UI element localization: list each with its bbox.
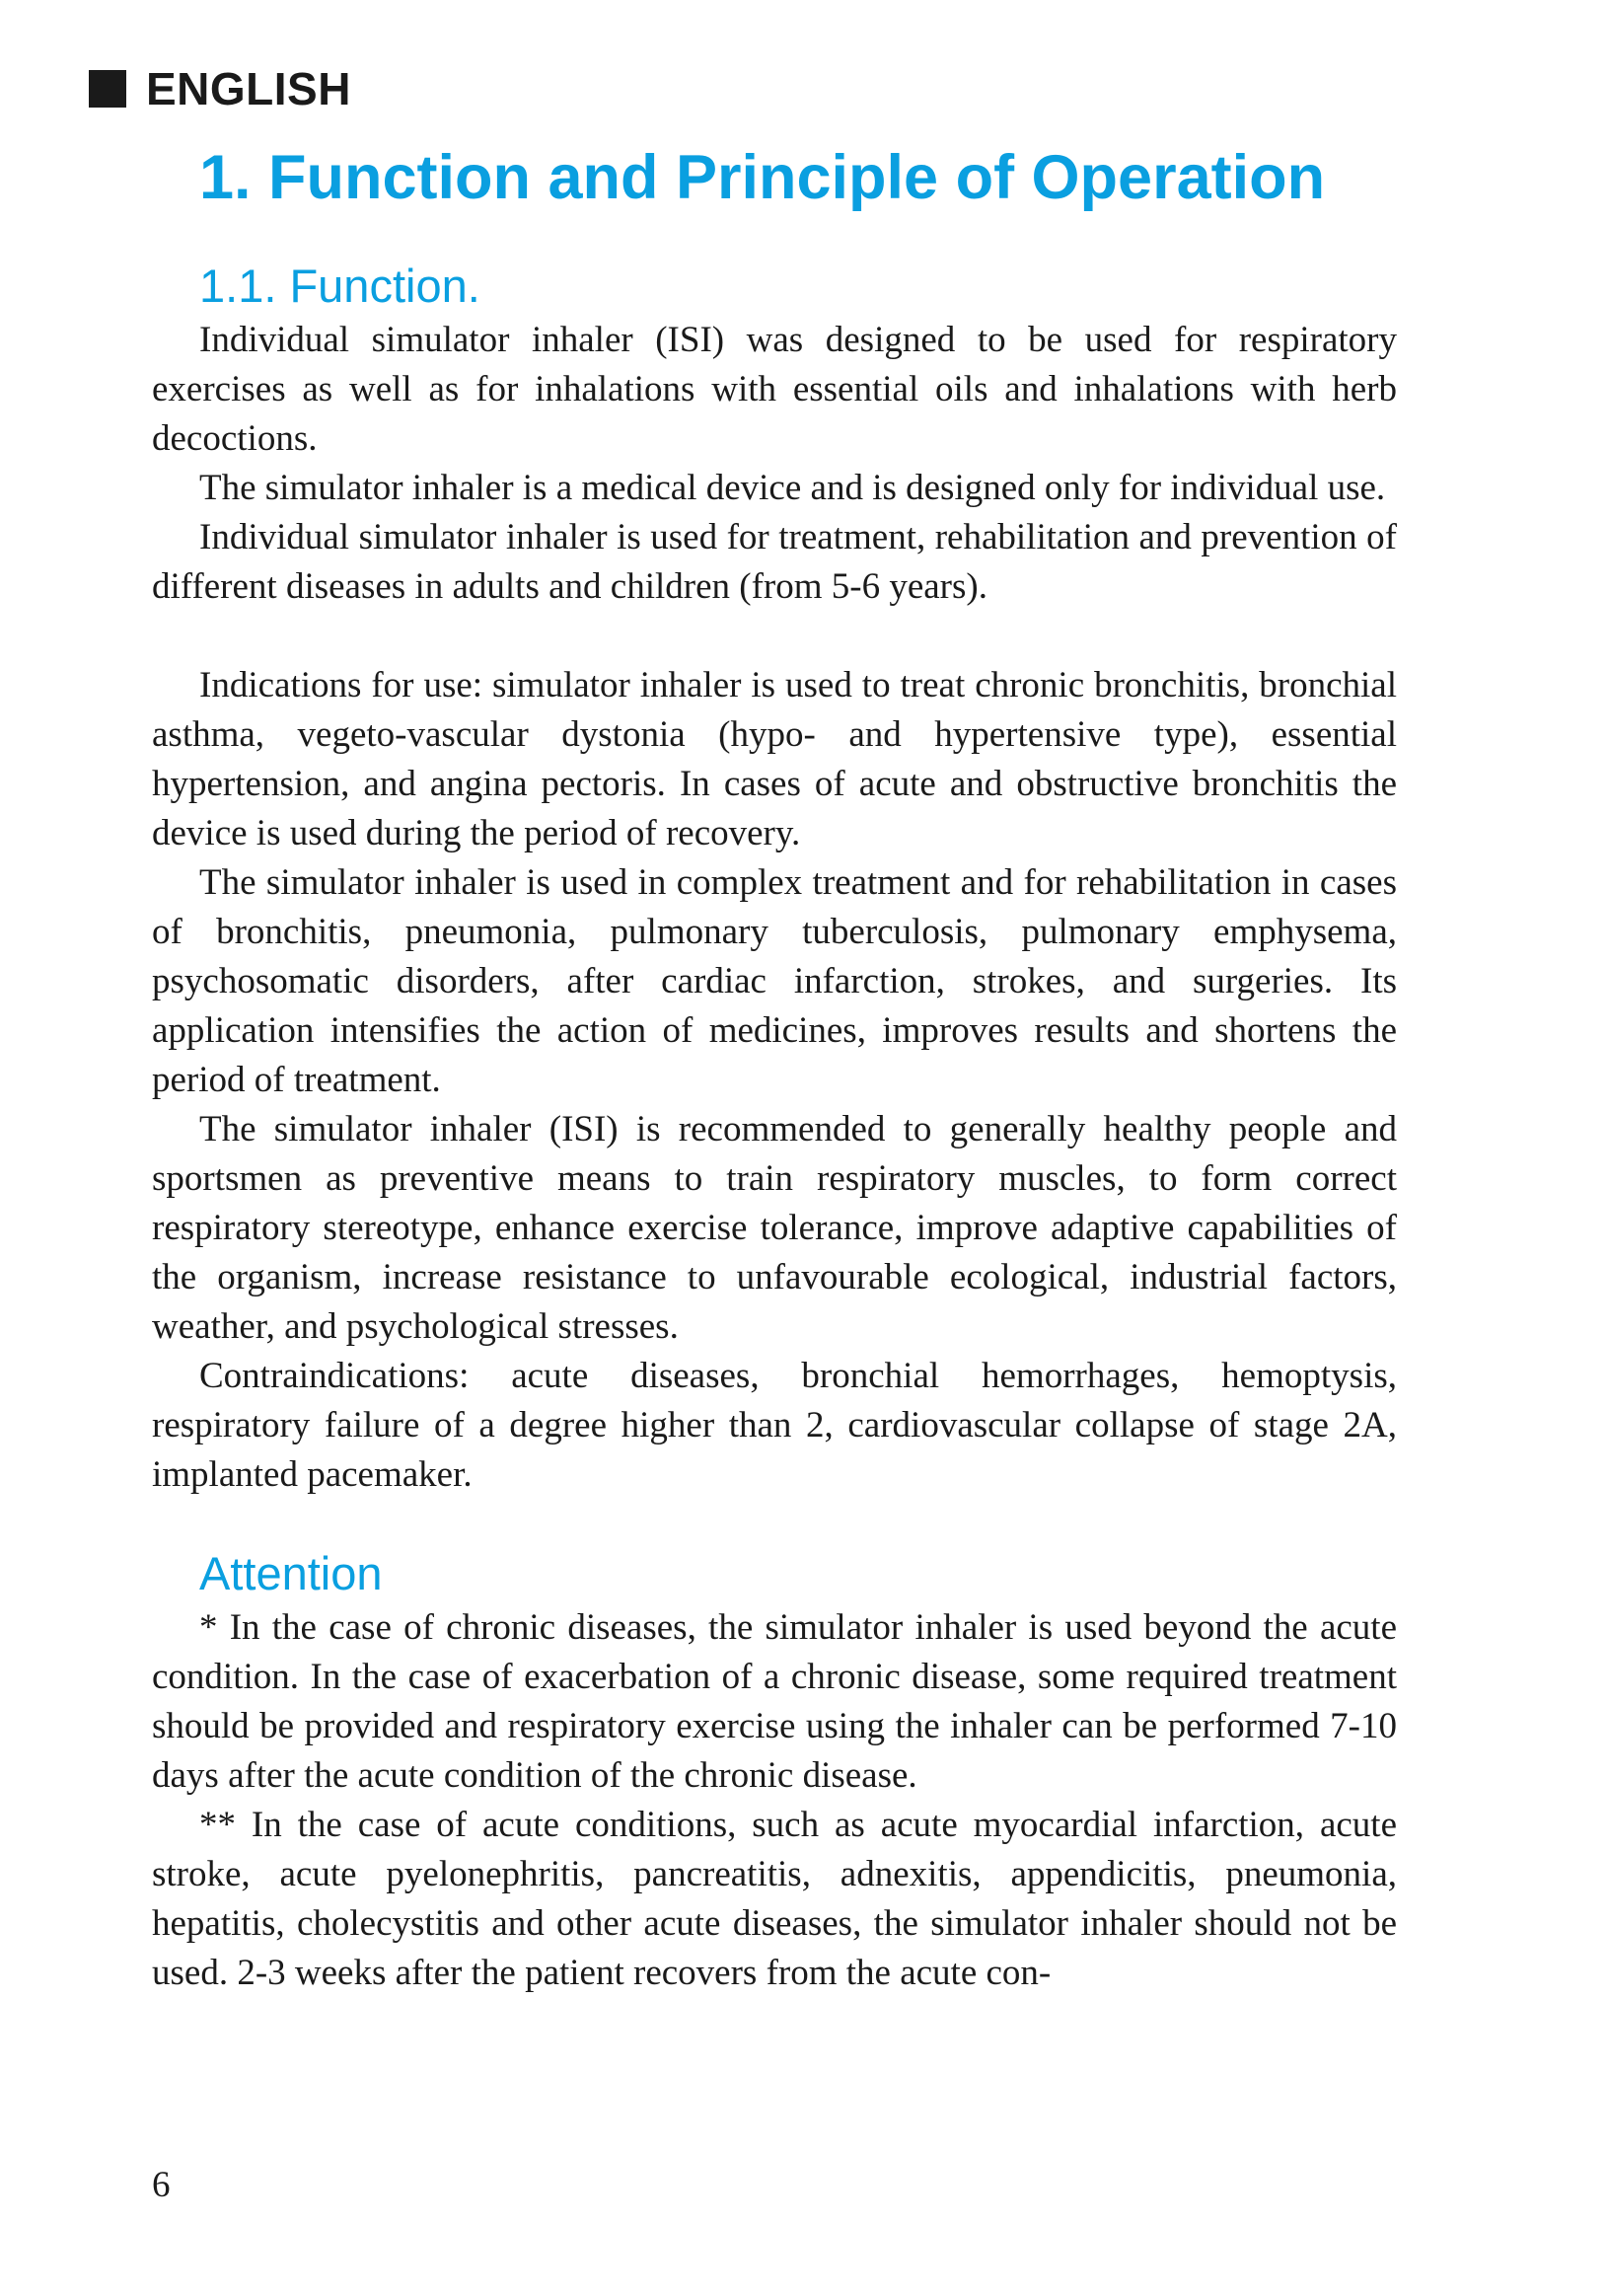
paragraph-spacer	[152, 612, 1397, 661]
paragraph-indications: Indications for use: simulator inhaler is used to treat chronic bronchitis, bronchial asthma, vegeto-vascular dystonia (hypo- and hypertensive type), essential hypertension, and angina pectoris. In cases of acute and obstructive bronchitis the device is used during the period of recovery.	[152, 665, 1397, 853]
paragraph: Individual simulator inhaler (ISI) was designed to be used for respiratory exercises as well as for inhalations with essential oils and inhalations with herb decoctions.	[152, 320, 1397, 459]
paragraph-attention-note: ** In the case of acute conditions, such as acute myocardial infarction, acute stroke, acute pyelonephritis, pancreatitis, adnexitis, appendicitis, pneumonia, hepatitis, cholecystitis and other acute diseases, the simulator inhaler should not be used. 2-3 weeks after the patient recovers from the acute con-	[152, 1805, 1397, 1993]
black-square-icon	[89, 70, 126, 108]
section-spacer	[152, 1500, 1397, 1544]
page-title: 1. Function and Principle of Operation	[199, 143, 1326, 212]
paragraph: The simulator inhaler (ISI) is recommended to generally healthy people and sportsmen as preventive means to train respiratory muscles, to form correct respiratory stereotype, enhance exercise tolerance, improve adaptive capabilities of the organism, increase resistance to unfavourable ecological, industrial factors, weather, and psychological stresses.	[152, 1109, 1397, 1347]
paragraph-attention-note: * In the case of chronic diseases, the simulator inhaler is used beyond the acute condition. In the case of exacerbation of a chronic disease, some required treatment should be provided and respiratory exercise using the inhaler can be performed 7-10 days after the acute condition of the chronic disease.	[152, 1607, 1397, 1796]
paragraph: The simulator inhaler is a medical device and is designed only for individual use.	[199, 468, 1386, 508]
page-number: 6	[152, 2165, 171, 2205]
section-heading-attention: Attention	[199, 1547, 383, 1599]
language-label: ENGLISH	[146, 63, 351, 114]
paragraph: The simulator inhaler is used in complex treatment and for rehabilitation in cases of bronchitis, pneumonia, pulmonary tuberculosis, pulmonary emphysema, psychosomatic disorders, after cardiac infarction, strokes, and surgeries. Its application intensifies the action of medicines, improves results and shortens the period of treatment.	[152, 862, 1397, 1100]
section-heading-function: 1.1. Function.	[199, 259, 480, 312]
language-header	[89, 59, 351, 118]
paragraph: Individual simulator inhaler is used for treatment, rehabilitation and prevention of different diseases in adults and children (from 5-6 years).	[152, 517, 1397, 607]
document-body	[152, 257, 1397, 1998]
paragraph-contraindications: Contraindications: acute diseases, bronchial hemorrhages, hemoptysis, respiratory failure of a degree higher than 2, cardiovascular collapse of stage 2A, implanted pacemaker.	[152, 1356, 1397, 1495]
